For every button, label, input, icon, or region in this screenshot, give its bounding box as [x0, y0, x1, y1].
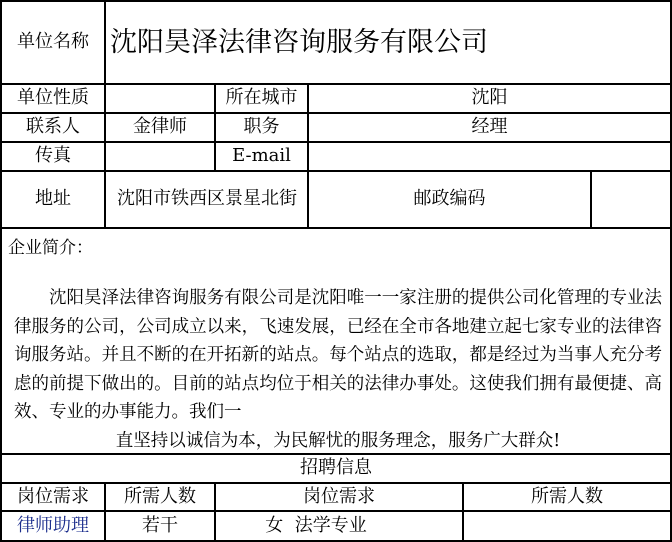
- fax-value: [106, 143, 214, 170]
- recruit-row-job: 律师助理: [17, 514, 89, 536]
- email-value: [309, 143, 670, 170]
- recruit-row-count: 若干: [142, 514, 178, 536]
- company-name-value: 沈阳昊泽法律咨询服务有限公司: [110, 26, 488, 58]
- email-label: E-mail: [232, 145, 291, 167]
- intro-body: [14, 284, 662, 456]
- intro-last-line: 直坚持以诚信为本，为民解忧的服务理念，服务广大群众!: [115, 430, 561, 451]
- recruit-row-job-2: 女 法学专业: [265, 514, 367, 536]
- address-label: 地址: [35, 188, 71, 210]
- recruit-header-count: 所需人数: [124, 485, 196, 507]
- recruit-row-count-2: [464, 512, 670, 540]
- recruit-title: 招聘信息: [300, 457, 372, 479]
- fax-label: 传真: [35, 145, 71, 167]
- company-name-label: 单位名称: [17, 31, 89, 53]
- city-label: 所在城市: [225, 87, 298, 109]
- nature-value: [106, 85, 214, 112]
- recruit-header-job: 岗位需求: [17, 485, 89, 507]
- intro-label: 企业简介：: [8, 238, 93, 258]
- position-label: 职务: [243, 116, 280, 138]
- position-value: 经理: [471, 116, 508, 138]
- postcode-value: [592, 172, 670, 227]
- address-value: 沈阳市铁西区景星北街: [117, 188, 297, 210]
- intro-text: 沈阳昊泽法律咨询服务有限公司是沈阳唯一一家注册的提供公司化管理的专业法律服务的公司，公司成立以来，飞速发展，已经在全市各地建立起七家专业的法律咨询服务站。并且不断的在开拓新的站点。每个站点的选取，都是经过为当事人充分考虑的前提下做出的。目前的站点均位于相关的法律办事处。这使我们拥有最便捷、高效、专业的办事能力。我们一: [14, 288, 662, 423]
- city-value: 沈阳: [471, 87, 508, 109]
- recruit-header-job-2: 岗位需求: [303, 485, 375, 507]
- contact-label: 联系人: [26, 116, 80, 138]
- nature-label: 单位性质: [17, 87, 89, 109]
- postcode-label: 邮政编码: [413, 188, 486, 210]
- recruit-header-count-2: 所需人数: [531, 485, 603, 507]
- contact-value: 金律师: [133, 116, 187, 138]
